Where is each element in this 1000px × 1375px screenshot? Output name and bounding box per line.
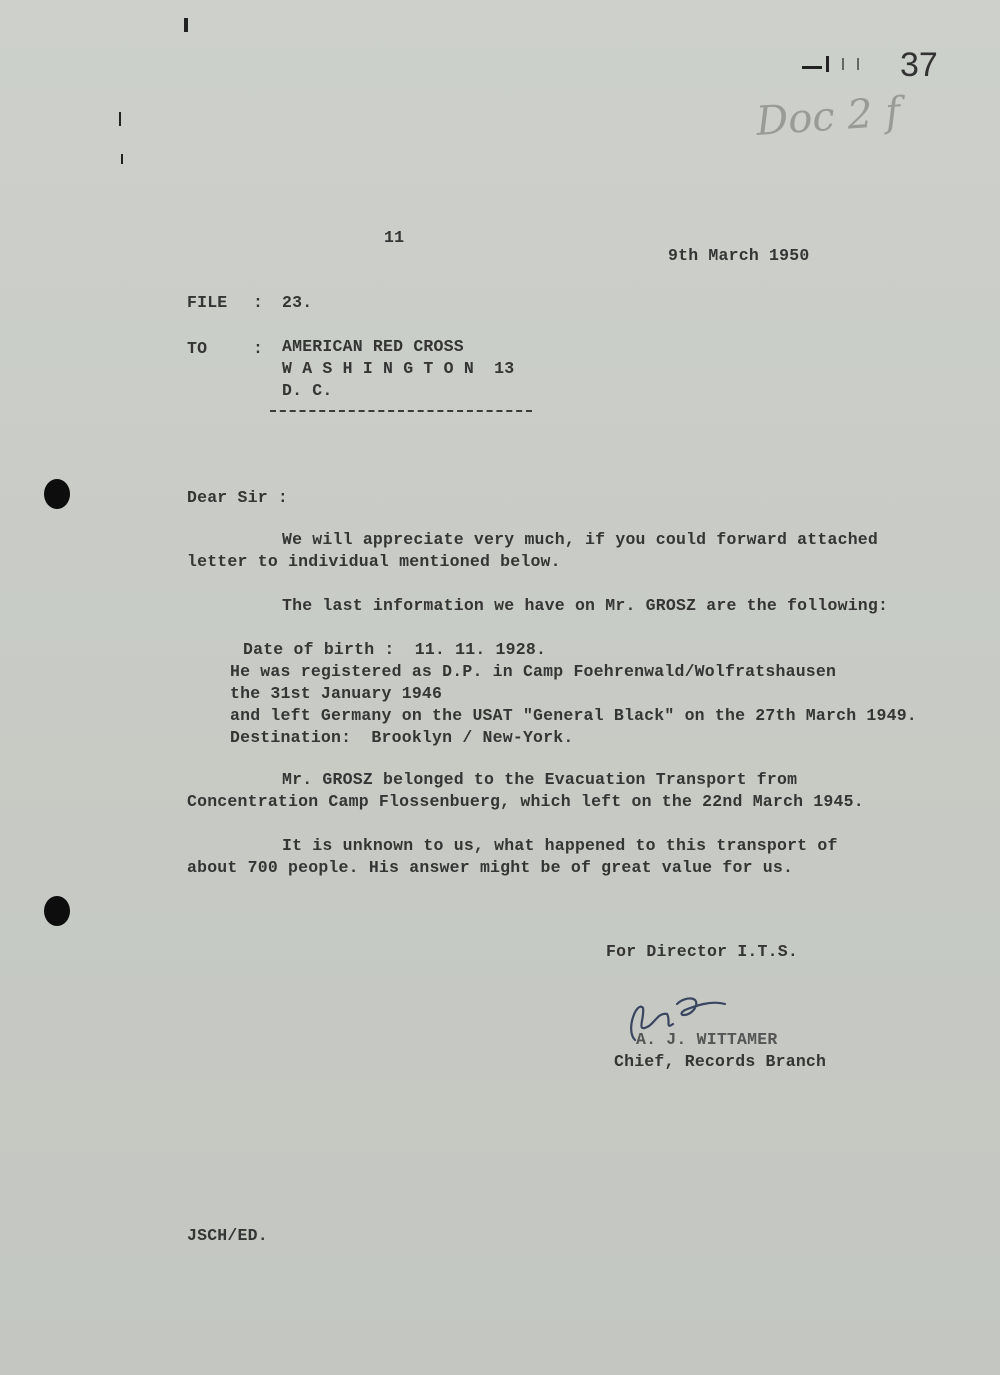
stamp-dash (842, 58, 844, 70)
detail-departure: and left Germany on the USAT "General Black" on the 27th March 1949. (230, 706, 917, 725)
paragraph-2: The last information we have on Mr. GROSZ are the following: (282, 596, 889, 615)
address-underline (270, 410, 532, 412)
detail-destination: Destination: Brooklyn / New-York. (230, 728, 574, 747)
file-number: 23. (282, 293, 313, 312)
margin-mark (184, 18, 188, 32)
handwritten-doc-mark: Doc 2 f (754, 89, 902, 145)
to-label: TO (187, 339, 208, 358)
recipient-line-1: AMERICAN RED CROSS (282, 337, 464, 356)
paragraph-1-line-2: letter to individual mentioned below. (187, 552, 561, 571)
margin-mark (121, 154, 123, 164)
punch-hole (44, 479, 70, 509)
paragraph-3-line-1: Mr. GROSZ belonged to the Evacuation Transport from (282, 770, 798, 789)
stamp-dash (857, 58, 859, 70)
typist-initials: JSCH/ED. (187, 1226, 268, 1245)
file-colon: : (253, 293, 264, 312)
file-label: FILE (187, 293, 228, 312)
reference-number: 11 (384, 228, 405, 247)
paragraph-4-line-2: about 700 people. His answer might be of great value for us. (187, 858, 794, 877)
letter-date: 9th March 1950 (668, 246, 810, 265)
detail-registration-date: the 31st January 1946 (230, 684, 443, 703)
page-number: 37 (900, 46, 938, 84)
signature-for-line: For Director I.T.S. (606, 942, 798, 961)
to-colon: : (253, 339, 264, 358)
stamp-dash (802, 66, 822, 69)
paragraph-4-line-1: It is unknown to us, what happened to this transport of (282, 836, 838, 855)
detail-birth-date: Date of birth : 11. 11. 1928. (243, 640, 547, 659)
signatory-title: Chief, Records Branch (614, 1052, 827, 1071)
punch-hole (44, 896, 70, 926)
recipient-line-2: W A S H I N G T O N 13 (282, 359, 515, 378)
salutation: Dear Sir : (187, 488, 289, 507)
signatory-name: A. J. WITTAMER (636, 1030, 778, 1049)
stamp-dash (826, 56, 829, 72)
recipient-line-3: D. C. (282, 381, 333, 400)
margin-mark (119, 112, 121, 126)
detail-registration: He was registered as D.P. in Camp Foehrenwald/Wolfratshausen (230, 662, 837, 681)
paragraph-1-line-1: We will appreciate very much, if you could forward attached (282, 530, 878, 549)
paragraph-3-line-2: Concentration Camp Flossenbuerg, which left on the 22nd March 1945. (187, 792, 864, 811)
